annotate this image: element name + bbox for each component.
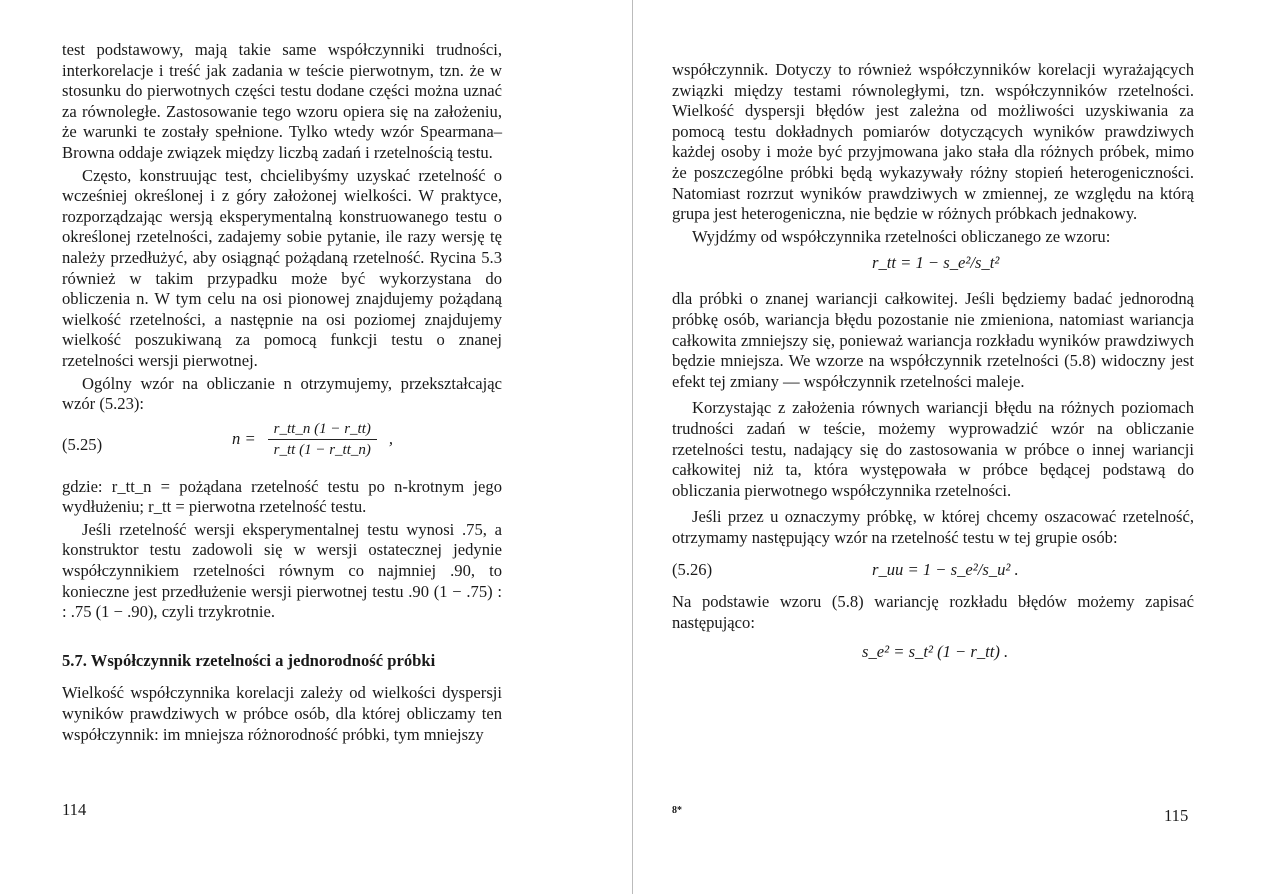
paragraph: gdzie: r_tt_n = pożądana rzetelność testu po n-krotnym jego wydłużeniu; r_tt = pierwotna rzetelność testu. [62,476,502,517]
formula-text: r_uu = 1 − s_e²/s_u² . [872,560,1019,580]
formula-text: r_tt = 1 − s_e²/s_t² [872,253,1000,273]
formula-number: (5.26) [672,560,713,580]
page-number-left: 114 [62,800,87,819]
formula-trail: , [388,428,394,448]
paragraph: test podstawowy, mają takie same współczynniki trudności, interkorelacje i treść jak zadania w teście pierwotnym, tzn. że w stosunku do pierwotnych części testu dodane części można uznać za równoległe. Zastosowanie tego wzoru opiera się na założeniu, że warunki te zostały spełnione. Tylko wtedy wzór Spearmana–Browna oddaje związek między liczbą zadań i rzetelnością testu. [62,40,502,162]
formula-text: s_e² = s_t² (1 − r_tt) . [862,641,1009,661]
paragraph: Często, konstruując test, chcielibyśmy uzyskać rzetelność o wcześniej określonej i z góry założonej wielkości. W praktyce, rozporządzając wersją eksperymentalną konstruowanego testu o określonej rzetelności, zadajemy sobie pytanie, ile razy wersję tę należy przedłużyć, aby osiągnąć pożądaną rzetelność. Rycina 5.3 również w takim przypadku może być wykorzystana do obliczenia n. W tym celu na osi pionowej znajdujemy pożądaną wielkość rzetelności, a następnie na osi poziomej znajdujemy wielkość poszukiwaną za pomocą funkcji testu o znanej rzetelności wersji pierwotnej. [62,165,502,370]
formula-5-26 [672,552,1194,588]
paragraph: Jeśli rzetelność wersji eksperymentalnej testu wynosi .75, a konstruktor testu zadowoli się w wersji ostatecznej jedynie współczynnikiem rzetelności równym co najmniej .90, to konieczne jest przedłużenie wersji pierwotnej testu .90 (1 − .75) : : .75 (1 − .90), czyli trzykrotnie. [62,519,502,622]
left-page [62,40,502,745]
paragraph: Jeśli przez u oznaczymy próbkę, w której chcemy oszacować rzetelność, otrzymamy następujący wzór na rzetelność testu w tej grupie osób: [672,507,1194,547]
paragraph: dla próbki o znanej wariancji całkowitej. Jeśli będziemy badać jednorodną próbkę osób, wariancja błędu pozostanie nie zmieniona, natomiast wariancja całkowita zmniejszy się, ponieważ wariancja rozkładu wyników prawdziwych będzie mniejsza. We wzorze na współczynnik rzetelności (5.8) widoczny jest efekt tej zmiany — współczynnik rzetelności maleje. [672,289,1194,391]
formula-lhs: n = [232,428,256,448]
paragraph: Wielkość współczynnika korelacji zależy od wielkości dyspersji wyników prawdziwych w próbce osób, dla której obliczamy ten współczynnik: im mniejsza różnorodność próbki, tym mniejszy [62,683,502,744]
formula-number: (5.25) [62,434,103,454]
book-spine [632,0,633,894]
paragraph: Korzystając z założenia równych wariancji błędu na różnych poziomach trudności zadań w teście, możemy wyprowadzić wzór na obliczanie rzetelności testu, nadający się do zastosowania w próbce o innej wariancji całkowitej niż ta, która występowała w próbce będącej podstawą do obliczania pierwotnego współczynnika rzetelności. [672,398,1194,500]
page-number-right: 115 [1164,806,1189,825]
formula-denominator: r_tt (1 − r_tt_n) [273,441,371,458]
paragraph: współczynnik. Dotyczy to również współczynników korelacji wyrażających związki między testami równoległymi, tzn. współczynników rzetelności. Wielkość dyspersji błędów jest zależna od możliwości uzyskiwania za pomocą testu dokładnych pomiarów dotyczących wyników prawdziwych każdej osoby i może być przyjmowana jako stała dla różnych próbek, mimo że poszczególne próbki będą wykazywały różny stopień heterogeniczności. Natomiast rozrzut wyników prawdziwych w zmiennej, ze względu na którą grupa jest heterogeniczna, nie będzie w różnych próbkach jednakowy. [672,60,1194,224]
formula-numerator: r_tt_n (1 − r_tt) [268,419,377,440]
section-heading: 5.7. Współczynnik rzetelności a jednorodność próbki [62,650,436,670]
paragraph: Ogólny wzór na obliczanie n otrzymujemy, przekształcając wzór (5.23): [62,373,502,414]
paragraph: Na podstawie wzoru (5.8) wariancję rozkładu błędów możemy zapisać następująco: [672,592,1194,633]
paragraph: Wyjdźmy od współczynnika rzetelności obliczanego ze wzoru: [692,226,1111,246]
formula-rtt [672,249,1194,275]
formula-5-25 [62,419,502,473]
formula-se [672,636,1194,662]
signature-mark: 8* [672,805,682,816]
right-page [672,60,1194,668]
